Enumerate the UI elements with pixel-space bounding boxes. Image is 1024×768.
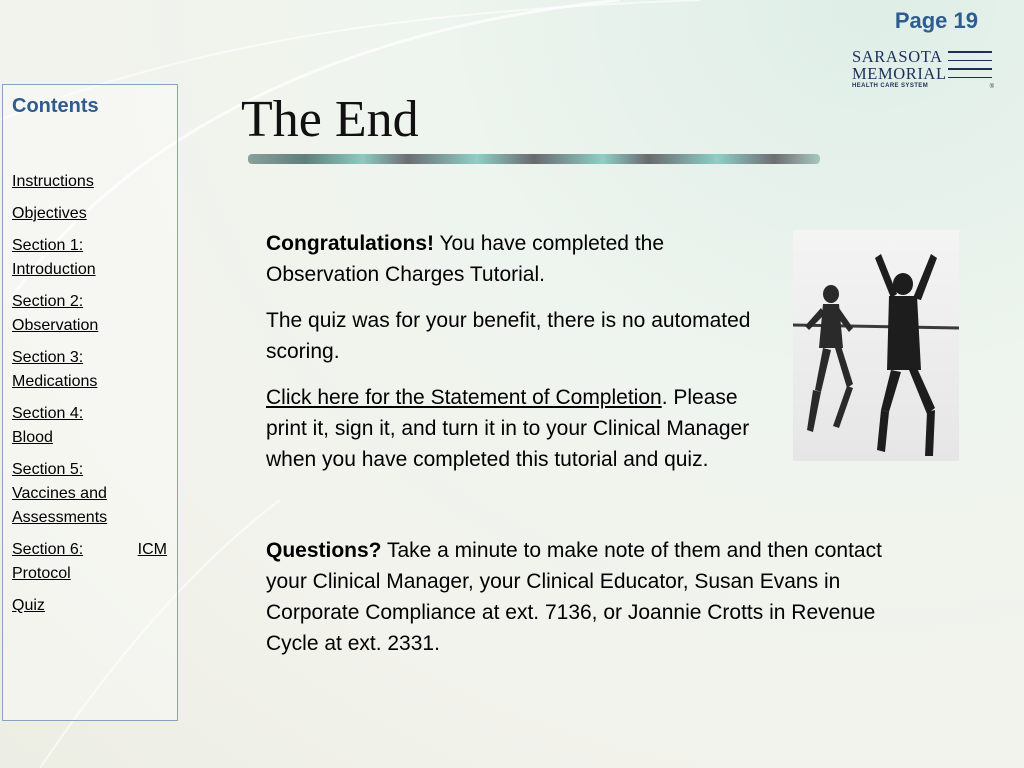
title-underline-bar: [248, 154, 820, 164]
questions-text: Take a minute to make note of them and then contact your Clinical Manager, your Clinical Educator, Susan Evans in Corporate Compliance at ext. 7136, or Joannie Crotts in Revenue Cycle at ext. 2331.: [266, 539, 882, 655]
logo-line1: SARASOTA: [852, 47, 943, 66]
completion-message: [266, 228, 776, 490]
contents-list: [3, 170, 177, 618]
congratulations-label: Congratulations!: [266, 232, 434, 255]
nav-label-part: Section 6:: [12, 541, 84, 558]
nav-link-objectives[interactable]: Objectives: [12, 205, 87, 222]
nav-label-line: Section 2:: [12, 293, 84, 310]
contents-sidebar: [2, 84, 178, 721]
questions-paragraph: [266, 535, 926, 674]
nav-link-section-6[interactable]: [12, 538, 177, 586]
runners-finish-line-photo: [793, 230, 959, 461]
runners-illustration: [793, 230, 959, 461]
questions-label: Questions?: [266, 539, 382, 562]
nav-label-line: Assessments: [12, 509, 108, 526]
nav-link-instructions[interactable]: Instructions: [12, 173, 94, 190]
logo-line3: HEALTH CARE SYSTEM: [852, 83, 929, 89]
nav-label-line: Introduction: [12, 261, 96, 278]
nav-label-line: [12, 538, 177, 562]
page-number: Page 19: [894, 8, 978, 33]
quiz-note: The quiz was for your benefit, there is no automated scoring.: [266, 309, 751, 363]
nav-link-quiz[interactable]: Quiz: [12, 597, 45, 614]
nav-label-line: Section 4:: [12, 405, 84, 422]
nav-label-line: Vaccines and: [12, 485, 107, 502]
nav-label-line: Section 3:: [12, 349, 84, 366]
nav-link-section-5[interactable]: [12, 458, 177, 530]
nav-link-section-4[interactable]: [12, 402, 177, 450]
nav-label-line: Section 1:: [12, 237, 84, 254]
contents-heading: Contents: [12, 95, 99, 117]
logo-lines: [948, 51, 992, 85]
logo-line2: MEMORIAL: [852, 64, 947, 83]
completion-paragraph: [266, 382, 776, 475]
nav-label-line: Medications: [12, 373, 98, 390]
nav-label-line: Blood: [12, 429, 53, 446]
nav-label-line: Section 5:: [12, 461, 84, 478]
nav-label-part: ICM: [137, 541, 167, 558]
logo-registered-mark: ®: [989, 84, 994, 90]
congratulations-paragraph: [266, 228, 776, 290]
nav-link-section-3[interactable]: [12, 346, 177, 394]
nav-link-section-1[interactable]: [12, 234, 177, 282]
statement-of-completion-link[interactable]: Click here for the Statement of Completion: [266, 386, 662, 409]
nav-label-line: Observation: [12, 317, 99, 334]
congratulations-text: You have completed the Observation Charges Tutorial.: [266, 232, 665, 286]
slide-title: The End: [241, 91, 419, 148]
sarasota-memorial-logo: [852, 48, 994, 90]
nav-link-section-2[interactable]: [12, 290, 177, 338]
nav-label-line: Protocol: [12, 565, 71, 582]
completion-instructions: . Please print it, sign it, and turn it in to your Clinical Manager when you have completed this tutorial and quiz.: [266, 386, 750, 471]
